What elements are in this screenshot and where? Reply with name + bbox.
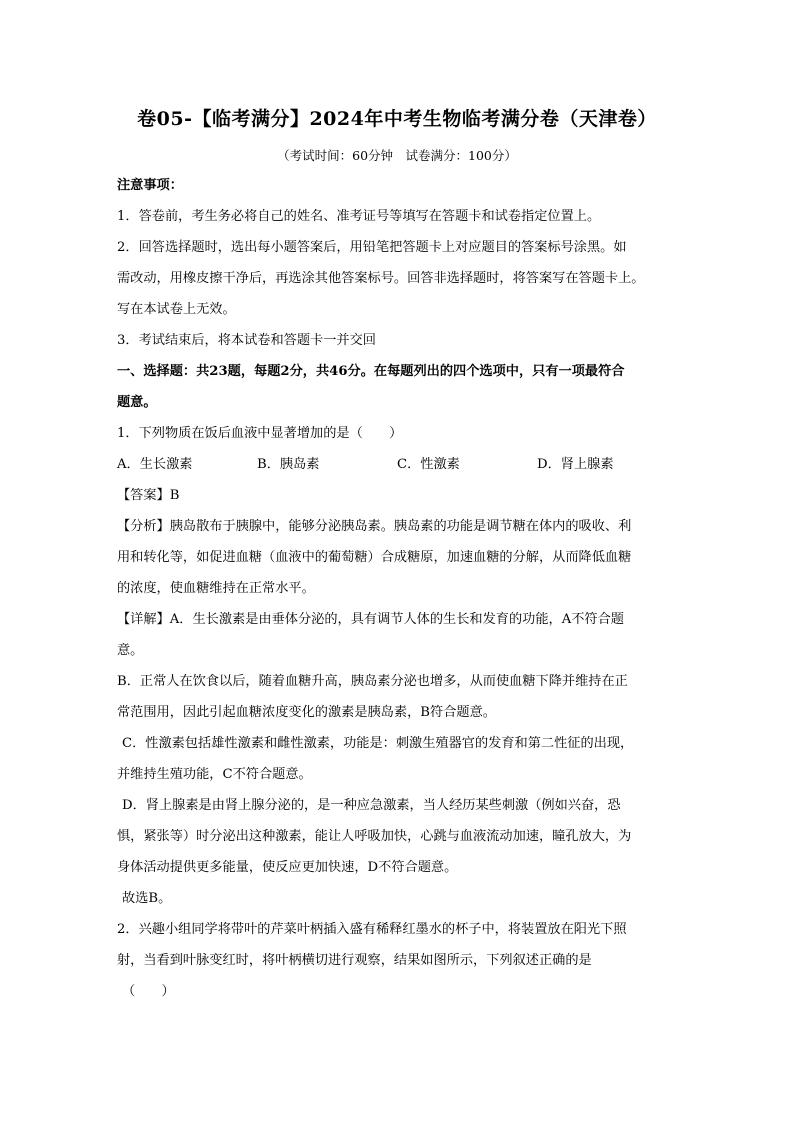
- question-1-detail-d-line-3: 身体活动提供更多能量，使反应更加快速，D不符合题意。: [117, 860, 458, 875]
- question-1-detail-a-line-2: 意。: [117, 643, 144, 658]
- question-1-detail-b-line-2: 常范围用，因此引起血糖浓度变化的激素是胰岛素，B符合题意。: [117, 705, 496, 720]
- question-1-detail-d-line-1: D．肾上腺素是由肾上腺分泌的，是一种应急激素，当人经历某些刺激（例如兴奋，恐: [122, 798, 621, 813]
- question-1-detail-c-line-1: C．性激素包括雄性激素和雌性激素，功能是：刺激生殖器官的发育和第二性征的出现，: [122, 736, 634, 751]
- question-1-detail-b-line-1: B．正常人在饮食以后，随着血糖升高，胰岛素分泌也增多，从而使血糖下降并维持在正: [117, 674, 628, 689]
- question-1-analysis-line-3: 的浓度，使血糖维持在正常水平。: [117, 581, 315, 596]
- question-1-option-b: B．胰岛素: [257, 457, 320, 472]
- notice-item-3: 3．考试结束后，将本试卷和答题卡一并交回: [117, 333, 376, 348]
- question-2-stem-line-2: 射，当看到叶脉变红时，将叶柄横切进行观察，结果如图所示，下列叙述正确的是: [117, 953, 592, 968]
- question-1-option-d: D．肾上腺素: [537, 457, 614, 472]
- section-heading-line-2: 题意。: [117, 395, 157, 410]
- question-2-stem-line-3: （ ）: [122, 984, 175, 999]
- question-1-detail-d-line-2: 惧，紧张等）时分泌出这种激素，能让人呼吸加快，心跳与血液流动加速，瞳孔放大，为: [117, 829, 632, 844]
- question-1-detail-a-line-1: 【详解】A．生长激素是由垂体分泌的，具有调节人体的生长和发育的功能，A不符合题: [117, 612, 624, 627]
- notice-item-2-line-1: 2．回答选择题时，选出每小题答案后，用铅笔把答题卡上对应题目的答案标号涂黑。如: [117, 240, 627, 255]
- question-1-detail-c-line-2: 并维持生殖功能，C不符合题意。: [117, 767, 312, 782]
- notice-item-2-line-3: 写在本试卷上无效。: [117, 302, 236, 317]
- document-title: 卷05-【临考满分】2024年中考生物临考满分卷（天津卷）: [137, 108, 657, 130]
- notice-heading: 注意事项：: [117, 178, 183, 193]
- question-1-option-c: C．性激素: [397, 457, 460, 472]
- question-1-conclusion: 故选B。: [122, 891, 172, 906]
- question-1-stem: 1．下列物质在饭后血液中显著增加的是（ ）: [117, 426, 403, 441]
- exam-info: （考试时间：60分钟 试卷满分：100分）: [277, 148, 517, 163]
- notice-item-2-line-2: 需改动，用橡皮擦干净后，再选涂其他答案标号。回答非选择题时，将答案写在答题卡上。: [117, 271, 645, 286]
- question-1-option-a: A．生长激素: [117, 457, 193, 472]
- question-1-analysis-line-2: 用和转化等，如促进血糖（血液中的葡萄糖）合成糖原，加速血糖的分解，从而降低血糖: [117, 550, 632, 565]
- section-heading-line-1: 一、选择题：共23题，每题2分，共46分。在每题列出的四个选项中，只有一项最符合: [117, 364, 625, 379]
- question-1-answer: 【答案】B: [117, 488, 180, 503]
- notice-item-1: 1．答卷前，考生务必将自己的姓名、准考证号等填写在答题卡和试卷指定位置上。: [117, 209, 601, 224]
- question-2-stem-line-1: 2．兴趣小组同学将带叶的芹菜叶柄插入盛有稀释红墨水的杯子中，将装置放在阳光下照: [117, 922, 627, 937]
- question-1-analysis-line-1: 【分析】胰岛散布于胰腺中，能够分泌胰岛素。胰岛素的功能是调节糖在体内的吸收、利: [117, 519, 632, 534]
